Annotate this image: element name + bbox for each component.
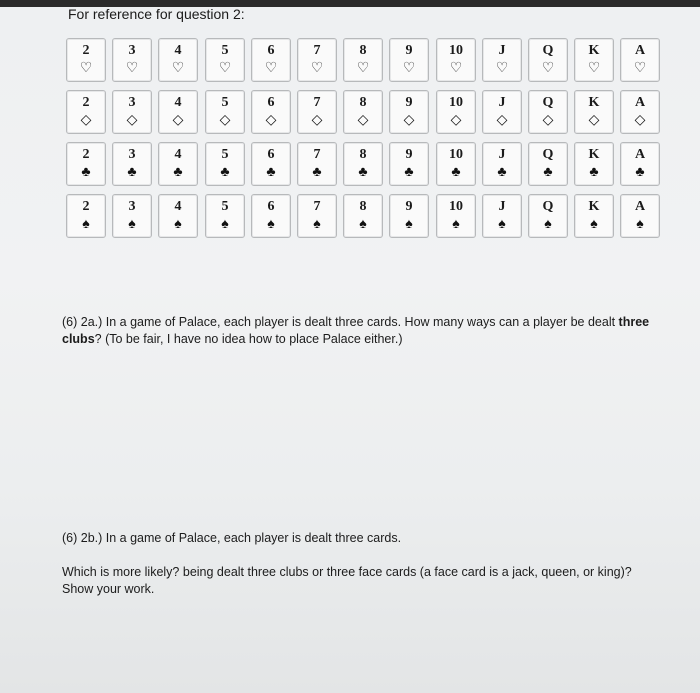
card-rank-label: K (588, 95, 600, 110)
card-k-of-diamonds (574, 90, 614, 134)
card-k-of-hearts (574, 38, 614, 82)
heart-outline-icon: ♡ (79, 59, 93, 75)
reference-heading: For reference for question 2: (68, 6, 245, 22)
card-rank-label: K (588, 43, 600, 58)
spade-icon: ♠ (359, 215, 367, 231)
card-5-of-diamonds (205, 90, 245, 134)
card-rank-label: 4 (174, 43, 182, 58)
card-q-of-diamonds (528, 90, 568, 134)
question-2b-intro: (6) 2b.) In a game of Palace, each player is dealt three cards. (62, 531, 402, 545)
spade-icon: ♠ (544, 215, 552, 231)
card-rank-label: 9 (405, 95, 413, 110)
card-rank-label: 2 (82, 95, 90, 110)
card-7-of-clubs (297, 142, 337, 186)
heart-outline-icon: ♡ (171, 59, 185, 75)
heart-outline-icon: ♡ (449, 59, 463, 75)
spade-icon: ♠ (267, 215, 275, 231)
diamond-outline-icon: ◇ (496, 111, 508, 127)
card-5-of-clubs (205, 142, 245, 186)
card-10-of-hearts (436, 38, 476, 82)
card-3-of-spades (112, 194, 152, 238)
card-rank-label: 5 (221, 43, 229, 58)
club-icon: ♣ (404, 163, 414, 179)
card-8-of-spades (343, 194, 383, 238)
card-rank-label: 6 (267, 43, 275, 58)
club-icon: ♣ (635, 163, 645, 179)
card-a-of-hearts (620, 38, 660, 82)
question-2a-text: (6) 2a.) In a game of Palace, each player is dealt three cards. How many ways can a player be dealt (62, 315, 619, 329)
card-a-of-clubs (620, 142, 660, 186)
card-reference-grid (66, 38, 658, 264)
card-rank-label: A (634, 95, 646, 110)
card-rank-label: 5 (221, 95, 229, 110)
card-2-of-hearts (66, 38, 106, 82)
card-rank-label: J (498, 199, 506, 214)
card-rank-label: 8 (359, 95, 367, 110)
card-rank-label: 7 (313, 199, 321, 214)
spade-icon: ♠ (452, 215, 460, 231)
club-icon: ♣ (358, 163, 368, 179)
question-2a (62, 314, 652, 348)
club-icon: ♣ (589, 163, 599, 179)
card-rank-label: J (498, 147, 506, 162)
card-rank-label: 6 (267, 199, 275, 214)
heart-outline-icon: ♡ (356, 59, 370, 75)
card-q-of-spades (528, 194, 568, 238)
card-rank-label: A (634, 43, 646, 58)
card-rank-label: 7 (313, 95, 321, 110)
card-rank-label: 10 (449, 43, 463, 58)
card-3-of-diamonds (112, 90, 152, 134)
question-2a-suffix: ? (To be fair, I have no idea how to place Palace either.) (94, 332, 403, 346)
club-icon: ♣ (451, 163, 461, 179)
card-6-of-diamonds (251, 90, 291, 134)
card-rank-label: 10 (449, 147, 463, 162)
card-rank-label: Q (542, 43, 554, 58)
card-rank-label: 9 (405, 43, 413, 58)
spade-icon: ♠ (313, 215, 321, 231)
card-8-of-diamonds (343, 90, 383, 134)
card-10-of-clubs (436, 142, 476, 186)
card-2-of-diamonds (66, 90, 106, 134)
card-a-of-spades (620, 194, 660, 238)
heart-outline-icon: ♡ (264, 59, 278, 75)
card-rank-label: 3 (128, 147, 136, 162)
card-7-of-spades (297, 194, 337, 238)
card-9-of-hearts (389, 38, 429, 82)
card-4-of-hearts (158, 38, 198, 82)
diamond-outline-icon: ◇ (403, 111, 415, 127)
card-rank-label: 10 (449, 199, 463, 214)
card-8-of-hearts (343, 38, 383, 82)
spade-icon: ♠ (82, 215, 90, 231)
card-j-of-clubs (482, 142, 522, 186)
diamond-outline-icon: ◇ (311, 111, 323, 127)
card-7-of-diamonds (297, 90, 337, 134)
card-9-of-diamonds (389, 90, 429, 134)
card-rank-label: 4 (174, 147, 182, 162)
card-rank-label: J (498, 95, 506, 110)
heart-outline-icon: ♡ (310, 59, 324, 75)
heart-outline-icon: ♡ (402, 59, 416, 75)
diamond-outline-icon: ◇ (265, 111, 277, 127)
diamond-outline-icon: ◇ (588, 111, 600, 127)
card-3-of-clubs (112, 142, 152, 186)
question-2a-emphasis: three clubs (62, 315, 650, 346)
card-rank-label: 2 (82, 199, 90, 214)
heart-outline-icon: ♡ (633, 59, 647, 75)
card-rank-label: 3 (128, 43, 136, 58)
card-rank-label: J (498, 43, 506, 58)
card-rank-label: Q (542, 95, 554, 110)
card-5-of-hearts (205, 38, 245, 82)
heart-outline-icon: ♡ (541, 59, 555, 75)
diamond-outline-icon: ◇ (357, 111, 369, 127)
card-2-of-clubs (66, 142, 106, 186)
card-8-of-clubs (343, 142, 383, 186)
diamond-outline-icon: ◇ (219, 111, 231, 127)
card-6-of-clubs (251, 142, 291, 186)
card-2-of-spades (66, 194, 106, 238)
club-icon: ♣ (497, 163, 507, 179)
card-rank-label: 6 (267, 95, 275, 110)
card-rank-label: A (634, 199, 646, 214)
card-rank-label: 8 (359, 43, 367, 58)
heart-outline-icon: ♡ (587, 59, 601, 75)
diamond-outline-icon: ◇ (172, 111, 184, 127)
card-3-of-hearts (112, 38, 152, 82)
card-rank-label: 2 (82, 43, 90, 58)
card-rank-label: 9 (405, 147, 413, 162)
card-4-of-clubs (158, 142, 198, 186)
spade-icon: ♠ (498, 215, 506, 231)
card-rank-label: 4 (174, 199, 182, 214)
card-rank-label: 10 (449, 95, 463, 110)
heart-outline-icon: ♡ (218, 59, 232, 75)
card-rank-label: 5 (221, 147, 229, 162)
spade-icon: ♠ (128, 215, 136, 231)
card-rank-label: 8 (359, 147, 367, 162)
card-q-of-hearts (528, 38, 568, 82)
card-a-of-diamonds (620, 90, 660, 134)
card-5-of-spades (205, 194, 245, 238)
card-rank-label: 6 (267, 147, 275, 162)
card-rank-label: 7 (313, 147, 321, 162)
card-rank-label: 5 (221, 199, 229, 214)
card-rank-label: K (588, 147, 600, 162)
question-2b-prompt: Which is more likely? being dealt three clubs or three face cards (a face card is a jack, queen, or king)? Show your work. (62, 565, 632, 596)
card-q-of-clubs (528, 142, 568, 186)
card-j-of-hearts (482, 38, 522, 82)
club-icon: ♣ (173, 163, 183, 179)
card-rank-label: 4 (174, 95, 182, 110)
card-rank-label: Q (542, 147, 554, 162)
card-6-of-hearts (251, 38, 291, 82)
diamond-outline-icon: ◇ (80, 111, 92, 127)
club-icon: ♣ (543, 163, 553, 179)
diamond-outline-icon: ◇ (542, 111, 554, 127)
club-icon: ♣ (81, 163, 91, 179)
card-7-of-hearts (297, 38, 337, 82)
card-4-of-spades (158, 194, 198, 238)
card-rank-label: 3 (128, 95, 136, 110)
card-10-of-spades (436, 194, 476, 238)
card-k-of-spades (574, 194, 614, 238)
card-k-of-clubs (574, 142, 614, 186)
spade-icon: ♠ (636, 215, 644, 231)
card-rank-label: 9 (405, 199, 413, 214)
heart-outline-icon: ♡ (125, 59, 139, 75)
card-j-of-diamonds (482, 90, 522, 134)
card-9-of-spades (389, 194, 429, 238)
diamond-outline-icon: ◇ (126, 111, 138, 127)
spade-icon: ♠ (405, 215, 413, 231)
card-10-of-diamonds (436, 90, 476, 134)
card-9-of-clubs (389, 142, 429, 186)
card-rank-label: 2 (82, 147, 90, 162)
card-rank-label: K (588, 199, 600, 214)
card-rank-label: A (634, 147, 646, 162)
spade-icon: ♠ (590, 215, 598, 231)
spade-icon: ♠ (174, 215, 182, 231)
card-rank-label: 3 (128, 199, 136, 214)
spade-icon: ♠ (221, 215, 229, 231)
card-4-of-diamonds (158, 90, 198, 134)
card-6-of-spades (251, 194, 291, 238)
club-icon: ♣ (127, 163, 137, 179)
heart-outline-icon: ♡ (495, 59, 509, 75)
diamond-outline-icon: ◇ (634, 111, 646, 127)
club-icon: ♣ (266, 163, 276, 179)
card-j-of-spades (482, 194, 522, 238)
card-rank-label: Q (542, 199, 554, 214)
card-rank-label: 7 (313, 43, 321, 58)
card-rank-label: 8 (359, 199, 367, 214)
club-icon: ♣ (312, 163, 322, 179)
diamond-outline-icon: ◇ (450, 111, 462, 127)
club-icon: ♣ (220, 163, 230, 179)
